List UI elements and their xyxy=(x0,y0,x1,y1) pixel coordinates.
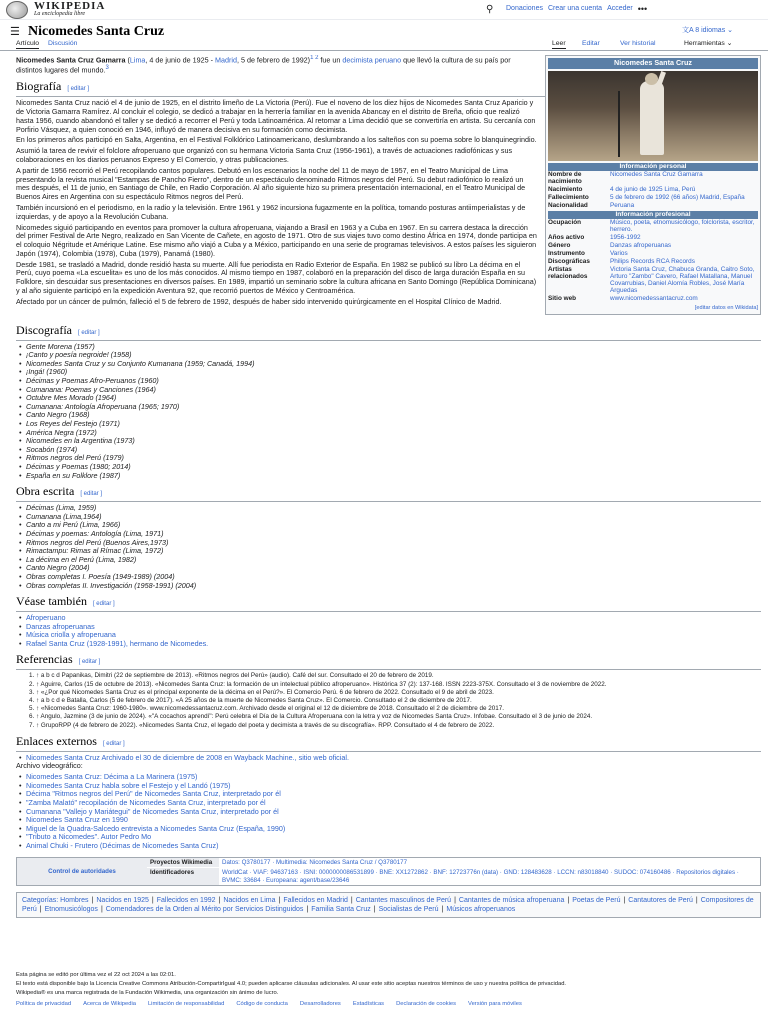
section-heading-enlaces: Enlaces externos [ editar ] xyxy=(16,734,761,752)
category-link[interactable]: Poetas de Perú xyxy=(572,897,621,905)
infobox-value[interactable]: 1956-1992 xyxy=(610,234,641,242)
infobox-key: Nacionalidad xyxy=(548,202,588,210)
edit-wikidata-link[interactable]: [editar datos en Wikidata] xyxy=(694,304,758,311)
discography-item: • Socabón (1974) xyxy=(16,446,761,455)
work-item: • Canto Negro (2004) xyxy=(16,564,761,573)
infobox-value[interactable]: Victoria Santa Cruz, Chabuca Granda, Caitro Soto, Arturo "Zambo" Cavero, Rafael Matallana, Manuel Covarrubias, Daniel Alomía Robles, José María Arguedas xyxy=(610,266,755,295)
category-link[interactable]: Compositores de Perú xyxy=(22,897,754,914)
category-separator: | xyxy=(567,897,570,905)
wikipedia-globe-logo[interactable] xyxy=(6,1,28,19)
section-heading-obra: Obra escrita [ editar ] xyxy=(16,484,761,502)
edit-section-link[interactable]: [ editar ] xyxy=(102,740,125,747)
see-also-item[interactable]: • Música criolla y afroperuana xyxy=(16,631,761,640)
section-heading-referencias: Referencias [ editar ] xyxy=(16,652,761,670)
category-separator: | xyxy=(218,897,221,905)
authority-control xyxy=(16,857,761,887)
discography-item: • Canto Negro (1968) xyxy=(16,411,761,420)
see-also-item[interactable]: • Afroperuano xyxy=(16,614,761,623)
edit-section-link[interactable]: [ editar ] xyxy=(78,659,101,666)
login-link[interactable]: Acceder xyxy=(607,5,633,13)
category-link[interactable]: Familia Santa Cruz xyxy=(311,906,371,914)
infobox-key: Nacimiento xyxy=(548,186,583,194)
work-item: • Rimactampu: Rimas al Rímac (Lima, 1972) xyxy=(16,547,761,556)
infobox-key: Años activo xyxy=(548,234,585,242)
category-link[interactable]: Nacidos en 1925 xyxy=(96,897,149,905)
biography-paragraph: Afectado por un cáncer de pulmón, falleció el 5 de febrero de 1992, después de haber sido intervenido quirúrgicamente en el Hospital Clínico de Madrid. xyxy=(16,296,502,306)
main-menu-icon[interactable]: ☰ xyxy=(10,26,20,38)
page-footer xyxy=(16,972,756,1008)
section-heading-vease: Véase también [ editar ] xyxy=(16,594,761,612)
footer-link[interactable]: Código de conducta xyxy=(236,1001,288,1008)
discography-item: • Octubre Mes Morado (1964) xyxy=(16,394,761,403)
discography-item: • Ritmos negros del Perú (1979) xyxy=(16,454,761,463)
authority-control-label[interactable]: Control de autoridades xyxy=(17,858,147,886)
tab-read[interactable]: Leer xyxy=(552,40,566,49)
video-link-item[interactable]: • "Zamba Malató" recopilación de Nicomedes Santa Cruz, interpretado por él xyxy=(16,799,761,808)
infobox-section-professional: Información profesional xyxy=(548,211,758,219)
page-title: Nicomedes Santa Cruz xyxy=(28,24,165,39)
infobox-value[interactable]: Peruana xyxy=(610,202,635,210)
category-link[interactable]: Hombres xyxy=(60,897,89,905)
see-also-item[interactable]: • Rafael Santa Cruz (1928-1991), hermano de Nicomedes. xyxy=(16,640,761,649)
ref-sup[interactable]: 1 2 xyxy=(310,55,319,61)
category-link[interactable]: Cantantes de música afroperuana xyxy=(458,897,565,905)
discography-item: • Los Reyes del Festejo (1971) xyxy=(16,420,761,429)
last-edited: Esta página se editó por última vez el 22 oct 2024 a las 02:01. xyxy=(16,972,176,978)
video-archive-list xyxy=(16,773,761,850)
video-link-item[interactable]: • Décima "Ritmos negros del Perú" de Nicomedes Santa Cruz, interpretado por él xyxy=(16,790,761,799)
category-link[interactable]: Cantautores de Perú xyxy=(628,897,693,905)
infobox-key: Instrumento xyxy=(548,250,585,258)
footer-link[interactable]: Declaración de cookies xyxy=(396,1001,457,1008)
discography-item: • ¡Ingá! (1960) xyxy=(16,368,761,377)
video-archive-label: Archivo videográfico: xyxy=(16,761,83,771)
work-item: • Décimas y poemas: Antología (Lima, 1971) xyxy=(16,530,761,539)
category-separator: | xyxy=(441,906,444,914)
category-link[interactable]: Etnomusicólogos xyxy=(44,906,98,914)
discography-item: • Cumanana: Antología Afroperuana (1965; 1970) xyxy=(16,403,761,412)
category-separator: | xyxy=(623,897,626,905)
authority-value[interactable]: Datos: Q3780177 · Multimedia: Nicomedes Santa Cruz / Q3780177 xyxy=(222,858,408,866)
authority-value[interactable]: WorldCat · VIAF: 94637163 · ISNI: 0000000086531899 · BNE: XX1272862 · BNF: 12723776n (data) · GND: 128483628 · LCCN: n83018840 · SUDOC: 074160486 · Repositorios digitales · BVMC: 33684 · Europeana: agent/base/23646 xyxy=(222,869,739,884)
discography-list xyxy=(16,343,761,481)
references-list xyxy=(16,672,761,729)
discography-item: • Nicomedes Santa Cruz y su Conjunto Kumanana (1959; Canadá, 1994) xyxy=(16,360,761,369)
biography-paragraph: Asumió la tarea de revivir el folclore afroperuano que organizó con su hermana Victoria Santa Cruz (1956-1961), a través de actuaciones radiofónicas y sus colaboraciones en los diarios peruanos Expreso y El Comercio, y otras publicaciones. xyxy=(16,146,513,165)
footer-link[interactable]: Desarrolladores xyxy=(299,1001,341,1008)
biography-paragraph: Nicomedes Santa Cruz nació el 4 de junio de 1925, en el distrito limeño de La Victoria (Perú). Fue el noveno de los diez hijos de Nicomedes Santa Cruz Aparicio y de Victoria Gamarra Ramírez. Al concluir el colegio, se dedicó a trabajar en la herrería familiar en la avenida Abancay en el distrito de Breña, oficio que realizó hasta 1956, cuando abandonó el taller y se dedicó a recorrer el Perú y toda Latinoamérica. Al retornar a Lima decidió que se convertiría en artista. Su cercanía con Porfirio Vásquez, a quien conoció en 1946, influyó de manera decisiva en su formación como decimista. xyxy=(16,98,536,134)
license-text: El texto está disponible bajo la Licencia Creative Commons Atribución-CompartirIgual 4.0; pueden aplicarse cláusulas adicionales. Al usar este sitio aceptas nuestros términos de uso y nuestra política de privacidad. xyxy=(16,981,567,988)
biography-paragraph: A partir de 1956 recorrió el Perú recopilando cantos populares. Debutó en los escenarios la noche del 11 de mayo de 1957, en el Teatro Municipal de Lima presentando la revista musical "Estampas de Pancho Fierro", dentro de un espectáculo denominado Ritmos negros del Perú. Su debut radiofónico lo realizó un mes después, el 11 de junio, en Santiago de Chile, en Radio Corporación. Al año siguiente hizo su primera presentación internacional, en el Teatro Municipal de Buenos Aires en Argentina con su espectáculo Ritmos negros del Perú. xyxy=(16,165,526,202)
infobox-key: Artistas relacionados xyxy=(548,266,588,281)
video-link-item[interactable]: • Animal Chuki - Frutero (Décimas de Nicomedes Santa Cruz) xyxy=(16,842,761,851)
reference-item: 1. ↑ a b c d Papanikas, Dimitri (22 de septiembre de 2013). «Ritmos negros del Perú» (audio). Café del sur. Consultado el 20 de febrero de 2019. xyxy=(36,672,761,680)
tab-discussion[interactable]: Discusión xyxy=(48,40,78,47)
infobox-value[interactable]: Varios xyxy=(610,250,628,258)
infobox-key: Discográficas xyxy=(548,258,590,266)
footer-link[interactable]: Versión para móviles xyxy=(468,1001,522,1008)
wordmark-tagline: La enciclopedia libre xyxy=(34,11,86,17)
tab-article[interactable]: Artículo xyxy=(16,40,39,49)
category-link[interactable]: Fallecidos en 1992 xyxy=(156,897,216,905)
category-separator: | xyxy=(454,897,456,905)
reference-item: 5. ↑ «Nicomedes Santa Cruz: 1960-1980». www.nicomedessantacruz.com. Archivado desde el original el 12 de diciembre de 2018. Consultado el 2 de diciembre de 2017. xyxy=(36,705,761,713)
category-separator: | xyxy=(91,897,94,905)
infobox-value[interactable]: 4 de junio de 1925 Lima, Perú xyxy=(610,186,696,194)
category-link[interactable]: Fallecidos en Madrid xyxy=(283,897,348,905)
infobox-photo[interactable] xyxy=(548,71,758,161)
section-heading-discografia: Discografía [ editar ] xyxy=(16,323,761,341)
article-content xyxy=(16,55,761,970)
tab-history[interactable]: Ver historial xyxy=(620,40,656,47)
translate-icon: 文A xyxy=(682,27,696,34)
infobox-value[interactable]: www.nicomedessantacruz.com xyxy=(610,295,698,303)
category-separator: | xyxy=(306,906,309,914)
category-link[interactable]: Músicos afroperuanos xyxy=(446,906,516,914)
infobox-value[interactable]: Philips Records RCA Records xyxy=(610,258,695,266)
reference-item: 3. ↑ «¿Por qué Nicomedes Santa Cruz es el principal exponente de la décima en el Perú?». El Comercio Perú. 6 de febrero de 2022. Consultado el 9 de abril de 2023. xyxy=(36,689,761,697)
language-button[interactable]: 文A 8 idiomas ⌄ xyxy=(682,27,734,34)
infobox xyxy=(545,55,761,315)
work-item: • Décimas (Lima, 1959) xyxy=(16,504,761,513)
video-link-item[interactable]: • Nicomedes Santa Cruz: Décima a La Marinera (1975) xyxy=(16,773,761,782)
title-bar xyxy=(0,22,768,40)
discography-item: • España en su Folklore (1987) xyxy=(16,472,761,481)
intro-paragraph: Nicomedes Santa Cruz Gamarra (Lima, 4 de junio de 1925 - Madrid, 5 de febrero de 1992)$^{1 2}$ fue un decimista peruano que llevó la cultura de su país por distintos lugares del mundo.$^3$ xyxy=(16,55,511,75)
subject-name: Nicomedes Santa Cruz Gamarra xyxy=(16,55,126,65)
categories-label[interactable]: Categorías: xyxy=(22,897,59,905)
footer-link[interactable]: Acerca de Wikipedia xyxy=(83,1001,136,1008)
infobox-row xyxy=(548,186,758,194)
edit-section-link[interactable]: [ editar ] xyxy=(77,329,100,336)
discography-item: • Décimas y Poemas Afro-Peruanos (1960) xyxy=(16,377,761,386)
user-links xyxy=(506,4,647,15)
category-separator: | xyxy=(695,897,698,905)
edit-section-link[interactable]: [ editar ] xyxy=(67,86,90,93)
discography-item: • Gente Morena (1957) xyxy=(16,343,761,352)
tools-menu[interactable]: Herramientas ⌄ xyxy=(684,40,733,47)
category-link[interactable]: Nacidos en Lima xyxy=(223,897,276,905)
video-link-item[interactable]: • Nicomedes Santa Cruz habla sobre el Festejo y el Landó (1975) xyxy=(16,782,761,791)
works-list xyxy=(16,504,761,590)
official-site-link[interactable]: • Nicomedes Santa Cruz Archivado el 30 de diciembre de 2008 en Wayback Machine., sitio web oficial. xyxy=(16,754,761,763)
section-heading-biografia: Biografía [ editar ] xyxy=(16,79,761,97)
infobox-key: Fallecimiento xyxy=(548,194,589,202)
biography-paragraph: También incursionó en el periodismo, en la radio y la televisión. Entre 1961 y 1962 incursiona fugazmente en la política, tomando posturas antiimperialistas y de izquierdas, y de apoyo a la Revolución Cubana. xyxy=(16,202,526,221)
birthplace-link[interactable]: Lima xyxy=(129,55,146,65)
category-separator: | xyxy=(278,897,281,905)
category-link[interactable]: Cantantes masculinos de Perú xyxy=(355,897,452,905)
see-also-item[interactable]: • Danzas afroperuanas xyxy=(16,623,761,632)
infobox-key: Nombre de nacimiento xyxy=(548,171,582,186)
video-link-item[interactable]: • Cumanana "Vallejo y Mariátegui" de Nicomedes Santa Cruz, interpretado por él xyxy=(16,808,761,817)
infobox-section-personal: Información personal xyxy=(548,163,758,171)
page-tabs xyxy=(0,40,768,51)
more-options-icon[interactable]: ••• xyxy=(637,4,648,14)
authority-rows xyxy=(147,858,760,886)
discography-item: • Décimas y Poemas (1980; 2014) xyxy=(16,463,761,472)
category-separator: | xyxy=(39,906,42,914)
work-item: • Cumanana (Lima,1964) xyxy=(16,513,761,522)
discography-item: • Cumanana: Poemas y Canciones (1964) xyxy=(16,386,761,395)
infobox-row xyxy=(548,242,758,250)
infobox-key: Género xyxy=(548,242,571,250)
video-link-item[interactable]: • Nicomedes Santa Cruz en 1990 xyxy=(16,816,761,825)
work-item: • Canto a mi Perú (Lima, 1966) xyxy=(16,521,761,530)
discography-item: • Nicomedes en la Argentina (1973) xyxy=(16,437,761,446)
wikipedia-wordmark[interactable] xyxy=(34,1,105,18)
language-count: 8 idiomas xyxy=(695,27,726,34)
wordmark-title: WIKIPEDIA xyxy=(34,0,106,12)
infobox-key: Ocupación xyxy=(548,219,582,227)
category-separator: | xyxy=(100,906,103,914)
footer-links xyxy=(16,1001,756,1008)
reference-item: 7. ↑ GrupoRPP (4 de febrero de 2022). «Nicomedes Santa Cruz, el legado del poeta y decimista a través de su discografía». RPP. Consultado el 4 de febrero de 2022. xyxy=(36,722,761,730)
infobox-row xyxy=(548,258,758,266)
infobox-row xyxy=(548,171,758,186)
search-icon[interactable]: ⚲ xyxy=(486,4,494,15)
biography-paragraph: Desde 1981, se trasladó a Madrid, donde residió hasta su muerte. Allí fue periodista en Radio Exterior de España. En 1982 se publicó su libro La décima en el Perú, cuyo poema «La escuelita» es uno de los más conocidos. Al mismo tiempo en 1987, colaboró en la preparación del disco de larga duración España en su Folklore, sin descuidar sus presentaciones en diversos países. En 1989, impartió un seminario sobre la cultura africana en Santo Domingo (República Dominicana) y al año siguiente participó en la expedición Aventura 92, que recorrió puertos de México y Centroamérica. xyxy=(16,259,537,295)
infobox-key: Sitio web xyxy=(548,295,577,303)
video-link-item[interactable]: • Miguel de la Quadra-Salcedo entrevista a Nicomedes Santa Cruz (España, 1990) xyxy=(16,825,761,834)
decimista-link[interactable]: decimista peruano xyxy=(342,55,402,65)
category-separator: | xyxy=(350,897,353,905)
infobox-value[interactable]: 5 de febrero de 1992 (66 años) Madrid, España xyxy=(610,194,745,202)
infobox-row xyxy=(548,219,758,234)
category-separator: | xyxy=(373,906,376,914)
work-item: • Ritmos negros del Perú (Buenos Aires,1973) xyxy=(16,539,761,548)
biography-paragraph: En los primeros años participó en Salta, Argentina, en el Festival Folklórico Latinoamericano, deslumbrando a los salteños con su poema sobre lo blanquinegrindio. xyxy=(16,135,537,145)
categories-box xyxy=(16,892,761,918)
reference-item: 4. ↑ a b c d e Batalla, Carlos (5 de febrero de 2017). «A 25 años de la muerte de Nicomedes Santa Cruz». El Comercio. Consultado el 2 de diciembre de 2017. xyxy=(36,697,761,705)
authority-key: Identificadores xyxy=(147,868,219,885)
reference-item: 2. ↑ Aguirre, Carlos (15 de octubre de 2013). «Nicomedes Santa Cruz: la formación de un intelectual público afroperuano». Histórica 37 (2): 137-168. ISSN 2223-375X. Consultado el 3 de noviembre de 2022. xyxy=(36,681,761,689)
footer-link[interactable]: Estadísticas xyxy=(352,1001,385,1008)
discography-item: • América Negra (1972) xyxy=(16,429,761,438)
infobox-value[interactable]: Músico, poeta, etnomusicólogo, folclorista, escritor, herrero. xyxy=(610,219,755,234)
authority-row xyxy=(147,858,760,869)
edit-section-link[interactable]: [ editar ] xyxy=(80,491,102,498)
infobox-value[interactable]: Nicomedes Santa Cruz Gamarra xyxy=(610,171,703,179)
biography-paragraph: Nicomedes siguió participando en eventos para promover la cultura afroperuana, viajando a Brasil en 1963 y a Cuba en 1967. En su carrera destaca la dirección del primer Festival de Arte Negro, realizado en San Vicente de Cañete, en agosto de 1971. Otro de sus viajes tuvo como destino África en 1974, donde participa en el coloquio Négritude et Amérique Latine. Ese mismo año viajó a Cuba y a México, participando en una serie de programas televisivos. A estos países les siguieron Japón (1974), Colombia (1978), Cuba (1979), Panamá (1980). xyxy=(16,222,537,258)
infobox-row xyxy=(548,202,758,210)
infobox-professional-rows xyxy=(548,219,758,303)
discography-item: • ¡Canto y poesía negroide! (1958) xyxy=(16,351,761,360)
create-account-link[interactable]: Crear una cuenta xyxy=(547,5,603,13)
edit-section-link[interactable]: [ editar ] xyxy=(92,601,115,608)
infobox-value[interactable]: Danzas afroperuanas xyxy=(610,242,672,250)
work-item: • Obras completas I. Poesía (1949-1989) (2004) xyxy=(16,573,761,582)
category-separator: | xyxy=(151,897,154,905)
reference-item: 6. ↑ Angulo, Jazmine (3 de junio de 2024). «"A cocachos aprendí": Perú celebra el Día de la Cultura Afroperuana con la letra y voz de Nicomedes Santa Cruz». Infobae. Consultado el 3 de junio de 2024. xyxy=(36,713,761,721)
infobox-personal-rows xyxy=(548,171,758,210)
category-link[interactable]: Socialistas de Perú xyxy=(378,906,439,914)
trademark-text: Wikipedia® es una marca registrada de la Fundación Wikimedia, una organización sin ánimo de lucro. xyxy=(16,990,279,997)
infobox-row xyxy=(548,250,758,258)
deathplace-link[interactable]: Madrid xyxy=(214,55,237,65)
work-item: • La décima en el Perú (Lima, 1982) xyxy=(16,556,761,565)
infobox-row xyxy=(548,266,758,295)
authority-key: Proyectos Wikimedia xyxy=(147,858,219,868)
donate-link[interactable]: Donaciones xyxy=(506,5,543,13)
tab-edit[interactable]: Editar xyxy=(582,40,600,47)
infobox-row xyxy=(548,295,758,303)
external-links-list xyxy=(16,754,761,763)
site-header xyxy=(0,0,768,20)
see-also-list xyxy=(16,614,761,648)
category-items xyxy=(22,897,754,913)
infobox-row xyxy=(548,194,758,202)
video-link-item[interactable]: • "Tributo a Nicomedes". Autor Pedro Mo xyxy=(16,833,761,842)
work-item: • Obras completas II. Investigación (1958-1991) (2004) xyxy=(16,582,761,591)
infobox-title: Nicomedes Santa Cruz xyxy=(548,58,758,69)
category-link[interactable]: Comendadores de la Orden al Mérito por Servicios Distinguidos xyxy=(105,906,304,914)
authority-row xyxy=(147,868,760,885)
footer-link[interactable]: Limitación de responsabilidad xyxy=(147,1001,225,1008)
infobox-row xyxy=(548,234,758,242)
footer-link[interactable]: Política de privacidad xyxy=(16,1001,72,1008)
